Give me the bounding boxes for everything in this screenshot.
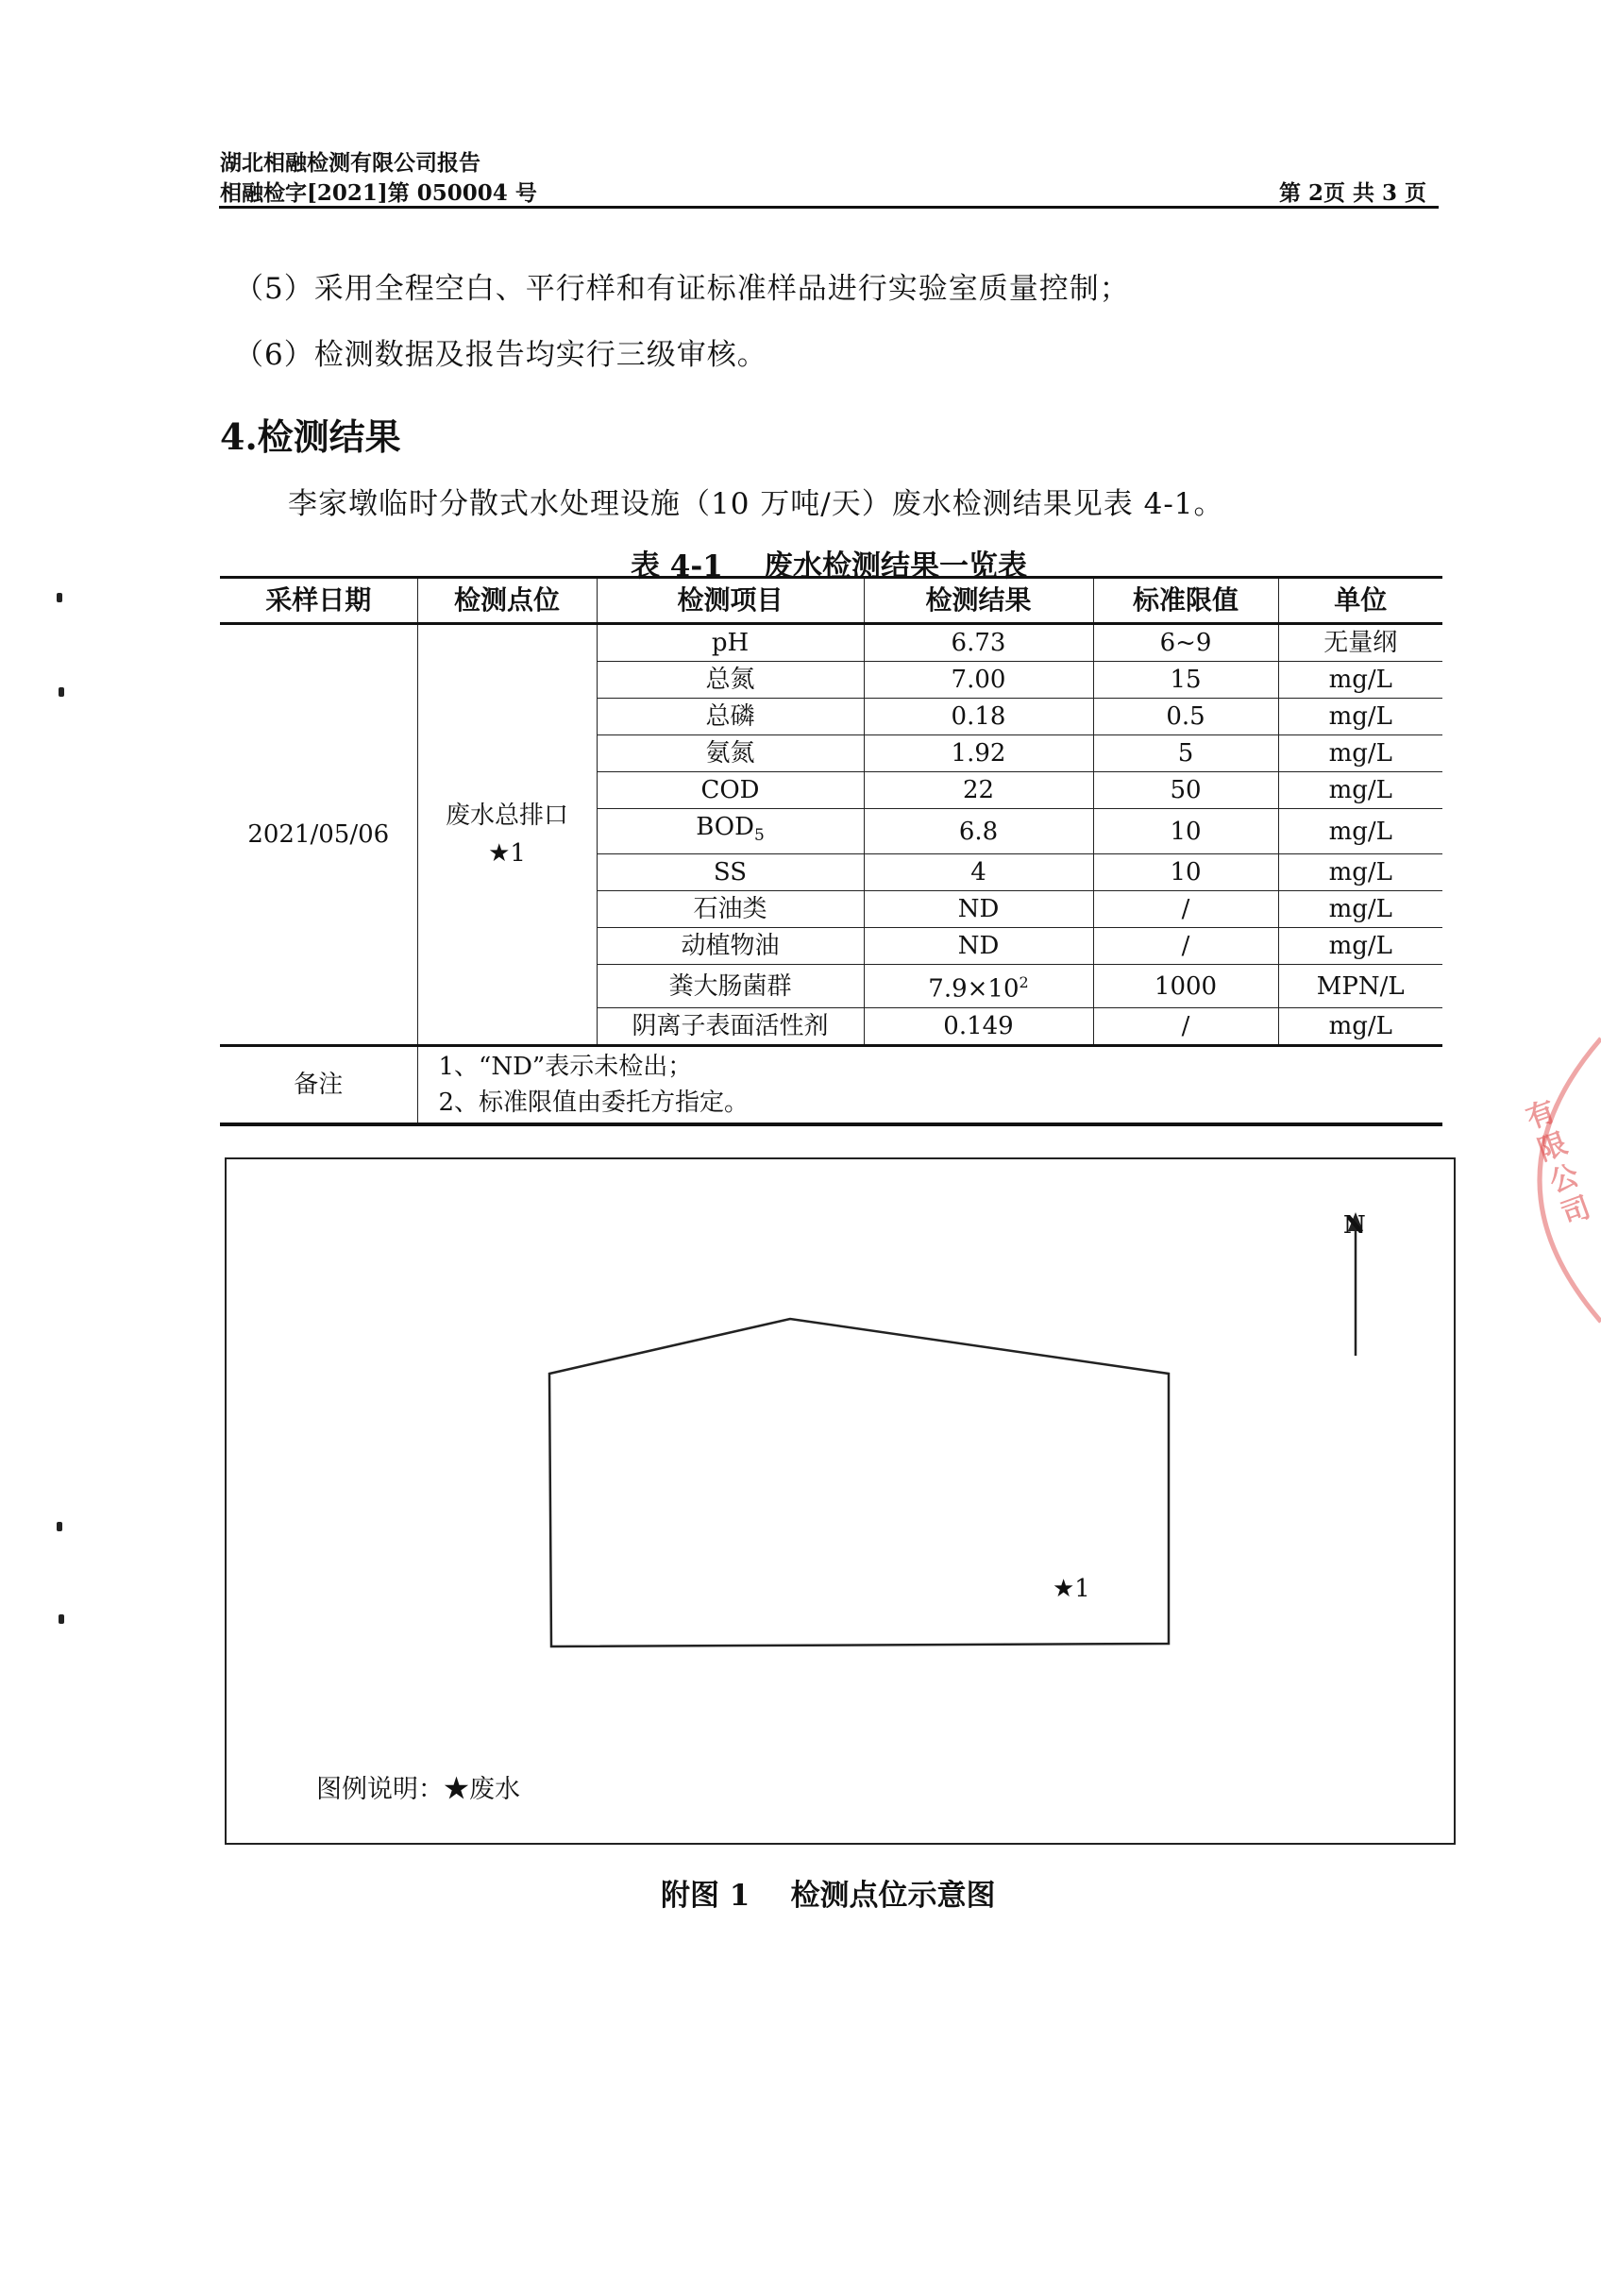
result-cell: 7.00 xyxy=(864,662,1093,699)
limit-cell: 10 xyxy=(1093,854,1278,891)
result-coliform-exponent: 2 xyxy=(1019,973,1029,992)
seal-stamp xyxy=(1516,1029,1601,1331)
unit-cell: mg/L xyxy=(1278,854,1442,891)
item-cell: 阴离子表面活性剂 xyxy=(597,1007,864,1045)
report-number: 相融检字[2021]第 050004 号 xyxy=(220,180,537,206)
limit-cell: 10 xyxy=(1093,809,1278,854)
site-map-drawing xyxy=(227,1159,1453,1842)
limit-cell: / xyxy=(1093,891,1278,928)
remark-row xyxy=(220,1045,1442,1124)
result-cell: ND xyxy=(864,928,1093,965)
limit-cell: 0.5 xyxy=(1093,699,1278,735)
result-cell xyxy=(864,965,1093,1008)
location-name: 废水总排口 xyxy=(445,801,568,830)
result-cell: 4 xyxy=(864,854,1093,891)
item-cell: 粪大肠菌群 xyxy=(597,965,864,1008)
unit-cell: mg/L xyxy=(1278,735,1442,772)
item-cell: COD xyxy=(597,772,864,809)
section-title: 4.检测结果 xyxy=(220,415,401,458)
company-report-header: 湖北相融检测有限公司报告 xyxy=(220,150,480,176)
section-intro: 李家墩临时分散式水处理设施（10 万吨/天）废水检测结果见表 4-1。 xyxy=(288,487,1224,521)
limit-cell: 6~9 xyxy=(1093,624,1278,662)
item-cell: 总氮 xyxy=(597,662,864,699)
sample-date: 2021/05/06 xyxy=(247,819,390,849)
unit-cell: MPN/L xyxy=(1278,965,1442,1008)
paragraph-item-6: （6）检测数据及报告均实行三级审核。 xyxy=(234,338,767,372)
paragraph-item-5: （5）采用全程空白、平行样和有证标准样品进行实验室质量控制； xyxy=(234,272,1130,306)
limit-cell: / xyxy=(1093,1007,1278,1045)
unit-cell: mg/L xyxy=(1278,662,1442,699)
item-cell: 氨氮 xyxy=(597,735,864,772)
unit-cell: 无量纲 xyxy=(1278,624,1442,662)
map-legend: 图例说明：★废水 xyxy=(316,1775,520,1804)
limit-cell: 1000 xyxy=(1093,965,1278,1008)
seal-stamp-text: 有限公司 xyxy=(1522,1094,1595,1232)
remark-text xyxy=(417,1045,1442,1124)
header-limit: 标准限值 xyxy=(1093,578,1278,624)
limit-cell: 50 xyxy=(1093,772,1278,809)
header-sample-date: 采样日期 xyxy=(220,578,417,624)
result-cell: 0.149 xyxy=(864,1007,1093,1045)
binding-dot xyxy=(59,687,64,697)
binding-dot xyxy=(59,1614,64,1624)
site-map xyxy=(225,1157,1456,1845)
item-bod: BOD xyxy=(696,813,754,841)
location-cell xyxy=(417,624,597,1046)
binding-dot xyxy=(57,1522,62,1531)
header-rule xyxy=(219,206,1439,209)
item-cell: SS xyxy=(597,854,864,891)
north-label: N xyxy=(1343,1211,1366,1240)
page-info: 第 2页 共 3 页 xyxy=(1279,180,1427,206)
header-location: 检测点位 xyxy=(417,578,597,624)
result-cell: 1.92 xyxy=(864,735,1093,772)
item-cell: 石油类 xyxy=(597,891,864,928)
header-item: 检测项目 xyxy=(597,578,864,624)
result-cell: ND xyxy=(864,891,1093,928)
unit-cell: mg/L xyxy=(1278,1007,1442,1045)
unit-cell: mg/L xyxy=(1278,699,1442,735)
table-row xyxy=(220,624,1442,662)
result-cell: 6.8 xyxy=(864,809,1093,854)
limit-cell: / xyxy=(1093,928,1278,965)
result-cell: 0.18 xyxy=(864,699,1093,735)
unit-cell: mg/L xyxy=(1278,772,1442,809)
remark-label: 备注 xyxy=(220,1045,417,1124)
limit-cell: 5 xyxy=(1093,735,1278,772)
header-result: 检测结果 xyxy=(864,578,1093,624)
results-table xyxy=(220,576,1442,1126)
header-unit: 单位 xyxy=(1278,578,1442,624)
item-bod-subscript: 5 xyxy=(753,826,765,846)
item-cell: 总磷 xyxy=(597,699,864,735)
binding-dot xyxy=(57,593,62,602)
table-caption: 表 4-1 废水检测结果一览表 xyxy=(631,549,1027,583)
figure-caption: 附图 1 检测点位示意图 xyxy=(661,1879,996,1913)
location-point: ★1 xyxy=(488,838,526,868)
unit-cell: mg/L xyxy=(1278,891,1442,928)
item-cell xyxy=(597,809,864,854)
limit-cell: 15 xyxy=(1093,662,1278,699)
result-cell: 6.73 xyxy=(864,624,1093,662)
remark-line-2: 2、标准限值由委托方指定。 xyxy=(438,1088,750,1117)
result-cell: 22 xyxy=(864,772,1093,809)
table-header-row xyxy=(220,578,1442,624)
unit-cell: mg/L xyxy=(1278,928,1442,965)
unit-cell: mg/L xyxy=(1278,809,1442,854)
remark-line-1: 1、“ND”表示未检出； xyxy=(438,1052,693,1081)
sample-date-cell xyxy=(220,624,417,1046)
monitoring-point-star: ★1 xyxy=(1053,1575,1090,1603)
item-cell: 动植物油 xyxy=(597,928,864,965)
item-cell: pH xyxy=(597,624,864,662)
result-coliform: 7.9×10 xyxy=(928,974,1020,1004)
